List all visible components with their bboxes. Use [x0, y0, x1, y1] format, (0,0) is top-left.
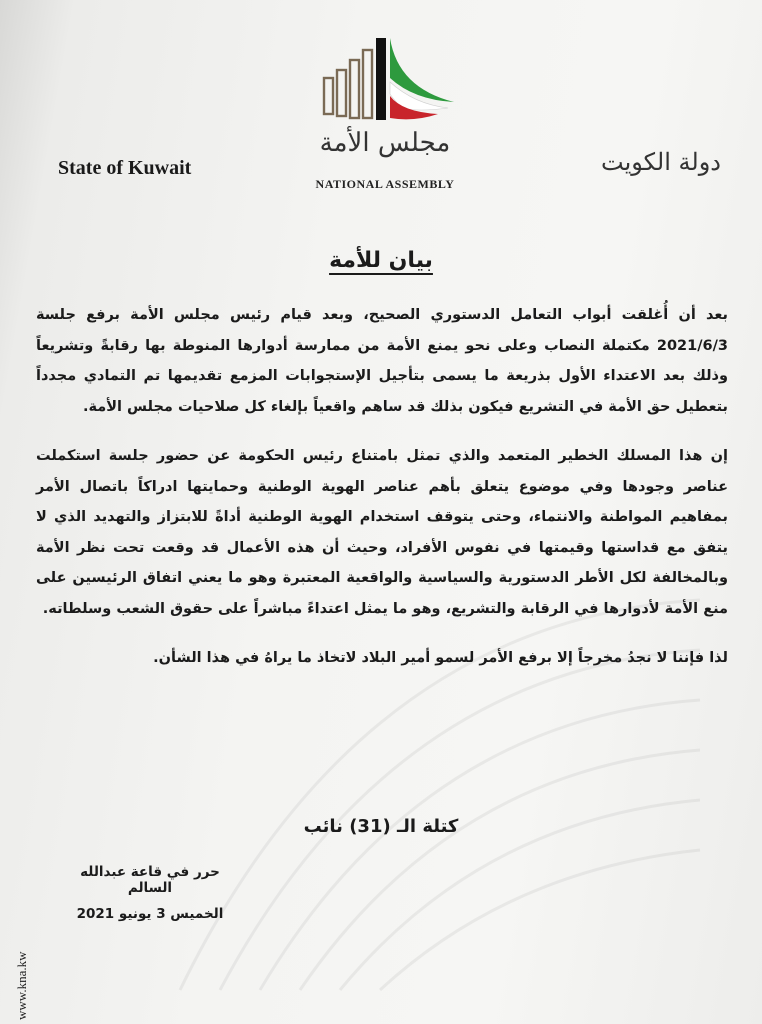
signature-date: الخميس 3 يونيو 2021 — [76, 906, 224, 922]
assembly-english-name: NATIONAL ASSEMBLY — [315, 177, 455, 191]
assembly-arabic-name: مجلس الأمة — [319, 128, 451, 158]
signature-place: حرر في قاعة عبدالله السالم — [80, 864, 220, 896]
national-assembly-logo-icon — [318, 28, 458, 128]
statement-body — [36, 300, 728, 693]
side-url-text: www.kna.kw — [14, 951, 29, 1020]
paragraph-2: إن هذا المسلك الخطير المتعمد والذي تمثل بامتناع رئيس الحكومة عن حضور جلسة استكملت عناصر وجودها وفي موضوع يتعلق بأهم عناصر الهوية الوطنية وحمايتها ادراكاً باتصال الأمر بمفاهيم المواطنة والانتماء، وحتى يتوقف استخدام الهوية الوطنية أداةً للابتزاز والتهديد الذي لا يتفق مع قداستها وقيمتها في نفوس الأفراد، وحيث أن هذه الأعمال قد وقعت تحت نظر الأمة وبالمخالفة لكل الأطر الدستورية والسياسية والواقعية المعتبرة وهو ما يعني اتفاق الرئيسين على منع الأمة لأدوارها في الرقابة والتشريع، وهو ما يمثل اعتداءً مباشراً على حقوق الشعب وسلطاته. — [36, 448, 728, 617]
state-name-arabic: دولة الكويت — [601, 148, 721, 176]
state-name-english: State of Kuwait — [58, 157, 192, 179]
signature-bloc: كتلة الـ (31) نائب — [303, 816, 459, 837]
statement-title: بيان للأمة — [329, 248, 433, 273]
paragraph-3: لذا فإننا لا نجدُ مخرجاً إلا برفع الأمر لسمو أمير البلاد لاتخاذ ما يراهُ في هذا الشأن. — [153, 650, 728, 666]
paragraph-1: بعد أن أُغلقت أبواب التعامل الدستوري الصحيح، وبعد قيام رئيس مجلس الأمة برفع جلسة 2021/6/3 مكتملة النصاب وعلى نحو يمنع الأمة من ممارسة أدوارها المنوطة بها رقابةً وتشريعاً وذلك بعد الاعتداء الأول بذريعة ما يسمى بتأجيل الإستجوابات المزمع تقديمها تم التمادي مجدداً بتعطيل حق الأمة في التشريع فيكون بذلك قد ساهم واقعياً بإلغاء كل صلاحيات مجلس الأمة. — [36, 307, 728, 415]
